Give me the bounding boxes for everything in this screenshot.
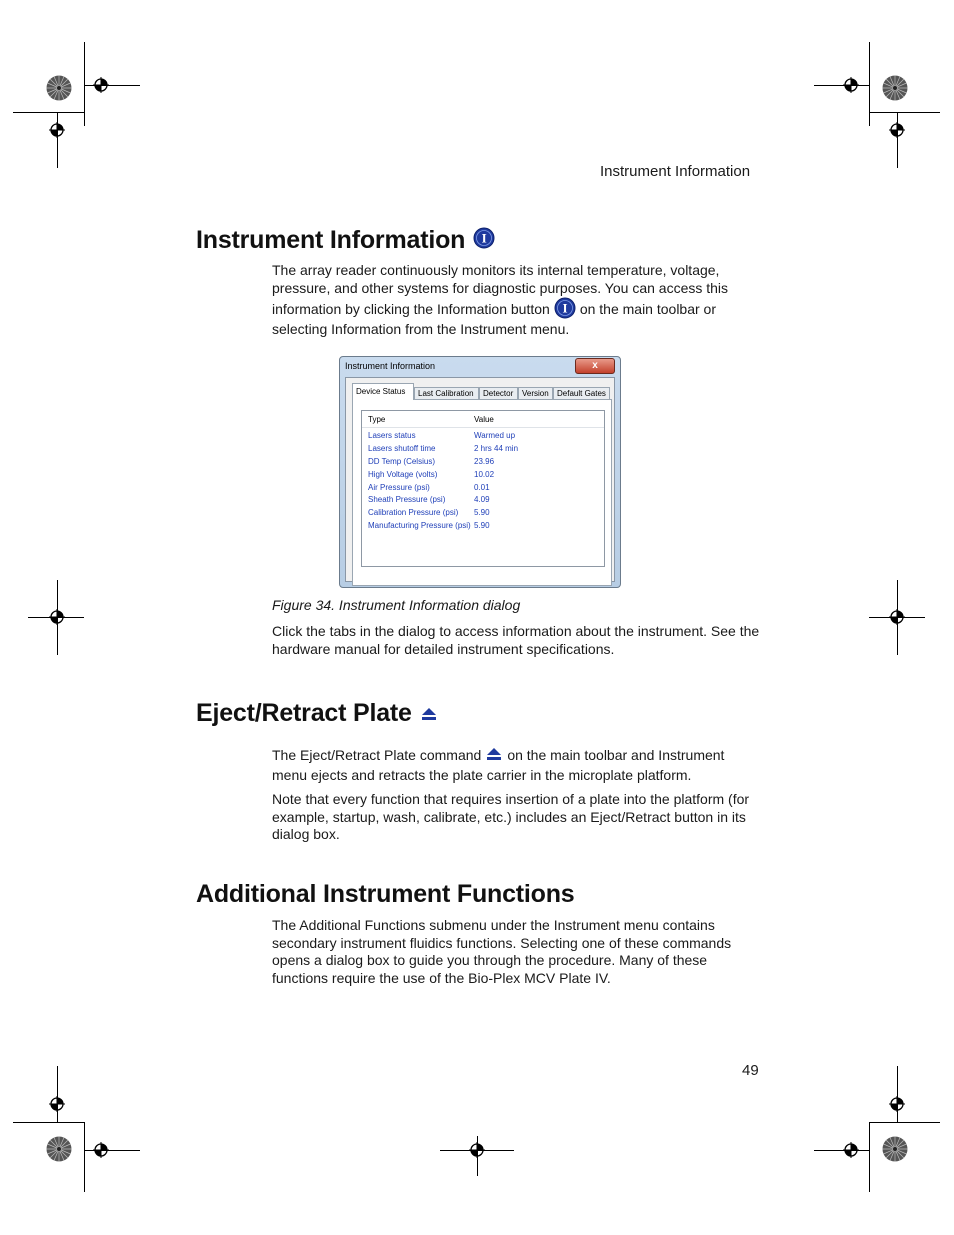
registration-target-icon: [49, 122, 65, 138]
row-value: 23.96: [474, 457, 495, 466]
row-type: Sheath Pressure (psi): [368, 495, 446, 504]
registration-target-icon: [889, 1096, 905, 1112]
info-icon: [554, 297, 576, 321]
list-item[interactable]: [362, 444, 604, 457]
svg-text:I: I: [481, 230, 487, 246]
tab-detector[interactable]: Detector: [479, 387, 518, 399]
row-value: 0.01: [474, 483, 490, 492]
row-type: Lasers shutoff time: [368, 444, 436, 453]
section-heading-text: Additional Instrument Functions: [196, 880, 575, 908]
registration-target-icon: [49, 609, 65, 625]
tab-last-calibration[interactable]: Last Calibration: [414, 387, 479, 399]
row-type: Lasers status: [368, 431, 416, 440]
row-type: DD Temp (Celsius): [368, 457, 435, 466]
crop-line: [13, 1122, 84, 1123]
section-heading-additional-instrument-functions: [196, 880, 575, 909]
figure-caption: Figure 34. Instrument Information dialog: [272, 597, 521, 613]
eject-text-after: on the main toolbar and Instrument menu ejects and retracts the plate carrier in the microplate platform.: [272, 747, 725, 783]
crop-line: [814, 1150, 870, 1151]
star-target-icon: [46, 1136, 72, 1162]
eject-text-before: The Eject/Retract Plate command: [272, 747, 482, 763]
tab-device-status[interactable]: Device Status: [352, 383, 414, 400]
intro-text-before: The array reader continuously monitors its internal temperature, voltage, pressure, and other systems for diagnostic purposes. You can access this information by clicking the Information button: [272, 262, 729, 317]
registration-target-icon: [93, 77, 109, 93]
tab-default-gates[interactable]: Default Gates: [553, 387, 610, 399]
star-target-icon: [46, 75, 72, 101]
svg-text:I: I: [562, 300, 568, 316]
dialog-title: Instrument Information: [345, 361, 436, 371]
star-target-icon: [882, 75, 908, 101]
info-icon: [473, 227, 495, 256]
crop-line: [897, 112, 898, 168]
list-item[interactable]: [362, 521, 604, 534]
crop-line: [57, 112, 58, 168]
row-type: Calibration Pressure (psi): [368, 508, 459, 517]
registration-target-icon: [843, 1142, 859, 1158]
figure-followup-paragraph: Click the tabs in the dialog to access information about the instrument. See the hardware manual for detailed instrument specifications.: [272, 623, 760, 657]
list-item[interactable]: [362, 508, 604, 521]
eject-note-paragraph: Note that every function that requires insertion of a plate into the platform (for example, startup, wash, calibrate, etc.) includes an Eject/Retract button in its dialog box.: [272, 791, 750, 842]
row-value: 5.90: [474, 521, 490, 530]
row-type: High Voltage (volts): [368, 470, 438, 479]
close-button[interactable]: x: [575, 358, 615, 374]
instrument-information-dialog: [339, 356, 621, 588]
additional-functions-paragraph: The Additional Functions submenu under the Instrument menu contains secondary instrument fluidics functions. Selecting one of these commands opens a dialog box to guide you through the procedure. Many of these functions require the use of the Bio-Plex MCV Plate IV.: [272, 917, 732, 986]
section-heading-text: Instrument Information: [196, 226, 466, 254]
registration-target-icon: [889, 122, 905, 138]
list-header: [362, 411, 604, 428]
registration-target-icon: [469, 1142, 485, 1158]
star-target-icon: [882, 1136, 908, 1162]
crop-line: [84, 42, 85, 126]
crop-line: [814, 85, 870, 86]
section-heading-text: Eject/Retract Plate: [196, 699, 412, 727]
page-number: 49: [742, 1062, 759, 1079]
list-item[interactable]: [362, 457, 604, 470]
row-value: 10.02: [474, 470, 495, 479]
row-type: Air Pressure (psi): [368, 483, 430, 492]
crop-line: [869, 1122, 940, 1123]
tab-version[interactable]: Version: [518, 387, 553, 399]
registration-target-icon: [889, 609, 905, 625]
crop-line: [897, 1066, 898, 1122]
crop-line: [869, 42, 870, 126]
section-heading-instrument-information: [196, 226, 495, 256]
row-value: 2 hrs 44 min: [474, 444, 519, 453]
row-type: Manufacturing Pressure (psi): [368, 521, 471, 530]
row-value: 5.90: [474, 508, 490, 517]
eject-icon: [485, 746, 503, 767]
column-header-value[interactable]: Value: [474, 415, 494, 424]
crop-line: [869, 1122, 870, 1192]
eject-paragraph: [272, 746, 762, 784]
registration-target-icon: [843, 77, 859, 93]
crop-line: [869, 112, 940, 113]
eject-icon: [420, 700, 438, 729]
list-item[interactable]: [362, 470, 604, 483]
section-heading-eject-retract-plate: [196, 699, 438, 729]
crop-line: [13, 112, 84, 113]
list-item[interactable]: [362, 495, 604, 508]
row-value: 4.09: [474, 495, 490, 504]
list-item[interactable]: [362, 431, 604, 444]
intro-paragraph: [272, 262, 762, 338]
device-status-panel: [352, 399, 612, 586]
dialog-body: [345, 377, 615, 582]
crop-line: [57, 1066, 58, 1122]
running-head: Instrument Information: [600, 163, 751, 180]
registration-target-icon: [93, 1142, 109, 1158]
row-value: Warmed up: [474, 431, 516, 440]
column-header-type[interactable]: Type: [368, 415, 386, 424]
intro-text-after: on the main toolbar or selecting Information from the Instrument menu.: [272, 301, 717, 337]
registration-target-icon: [49, 1096, 65, 1112]
crop-line: [84, 1122, 85, 1192]
device-status-list[interactable]: [361, 410, 605, 567]
